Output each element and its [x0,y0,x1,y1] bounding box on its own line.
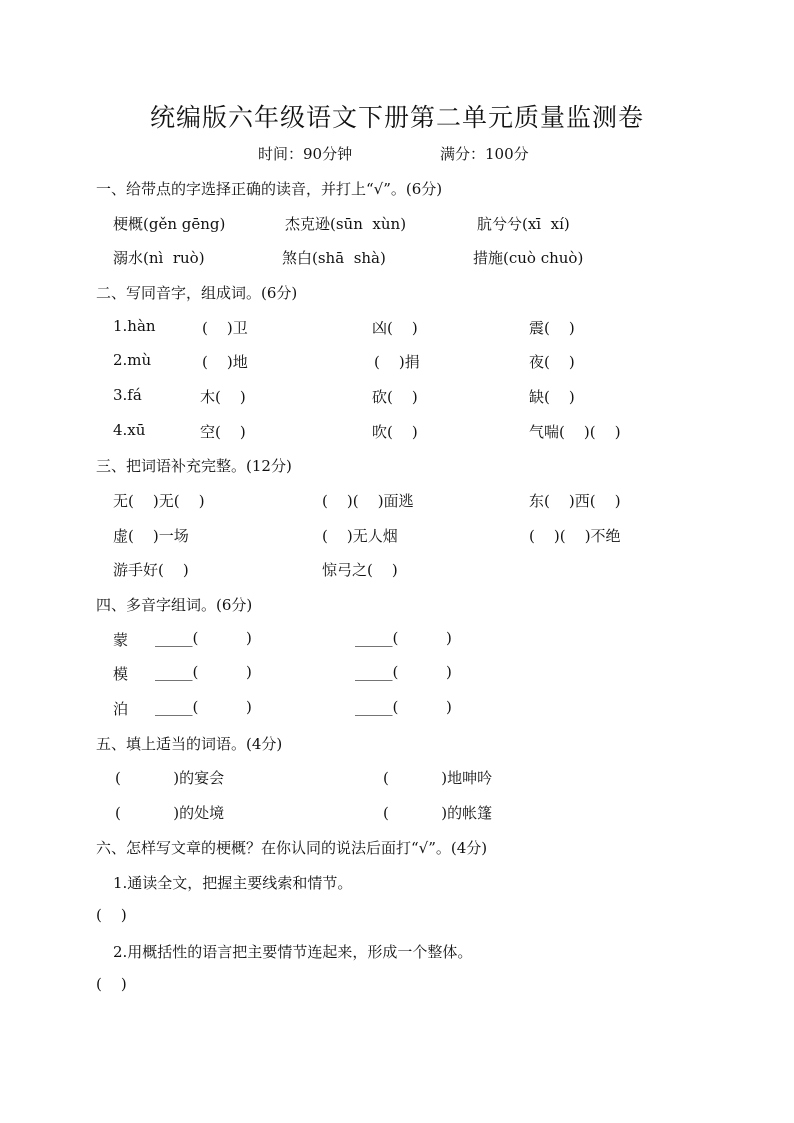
s1-item: 煞白(shā shà) [282,249,386,267]
section-5-heading: 五、填上适当的词语。(4分) [96,735,283,753]
section-2-heading: 二、写同音字，组成词。(6分) [96,284,298,302]
s4-char: 蒙 [113,631,129,649]
s6-option-2: 2.用概括性的语言把主要情节连起来，形成一个整体。 [113,943,473,961]
s5-item: ( )的帐篷 [383,804,493,822]
score-label: 满分：100分 [440,145,529,163]
s6-answer-blank: ( ) [96,906,127,924]
page-title: 统编版六年级语文下册第二单元质量监测卷 [149,103,644,132]
s4-blank: _____( ) [355,698,452,716]
s2-pinyin: 3.fá [113,386,142,404]
s5-item: ( )地呻吟 [383,769,493,787]
section-4-heading: 四、多音字组词。(6分) [96,596,253,614]
section-6-heading: 六、怎样写文章的梗概？在你认同的说法后面打“√”。(4分) [96,839,488,857]
s4-blank: _____( ) [355,663,452,681]
s1-item: 溺水(nì ruò) [113,249,205,267]
s3-item: 惊弓之( ) [322,561,398,579]
s2-blank: 震( ) [529,319,575,337]
s3-item: 无( )无( ) [113,492,205,510]
s4-char: 泊 [113,700,129,718]
s2-pinyin: 2.mù [113,351,152,369]
s4-char: 模 [113,665,129,683]
section-3-heading: 三、把词语补充完整。(12分) [96,457,292,475]
s3-item: ( )无人烟 [322,527,398,545]
s4-blank: _____( ) [355,629,452,647]
s2-blank: ( )卫 [202,319,248,337]
time-label: 时间：90分钟 [258,145,353,163]
s2-blank: 凶( ) [372,319,418,337]
s2-blank: 气喘( )( ) [529,423,621,441]
s2-blank: ( )捐 [374,353,420,371]
s4-blank: _____( ) [155,698,252,716]
s2-blank: 空( ) [200,423,246,441]
s3-item: ( )( )面逃 [322,492,414,510]
s2-blank: 缺( ) [529,388,575,406]
s1-item: 杰克逊(sūn xùn) [285,215,407,233]
s5-item: ( )的宴会 [115,769,225,787]
s3-item: ( )( )不绝 [529,527,621,545]
s3-item: 东( )西( ) [529,492,621,510]
s2-pinyin: 4.xū [113,421,146,439]
s6-answer-blank: ( ) [96,975,127,993]
s2-blank: 夜( ) [529,353,575,371]
s2-pinyin: 1.hàn [113,317,156,335]
s4-blank: _____( ) [155,629,252,647]
s1-item: 措施(cuò chuò) [473,249,584,267]
s1-item: 肮兮兮(xī xí) [477,215,570,233]
s2-blank: 吹( ) [372,423,418,441]
s3-item: 游手好( ) [113,561,189,579]
s2-blank: ( )地 [202,353,248,371]
s4-blank: _____( ) [155,663,252,681]
s6-option-1: 1.通读全文，把握主要线索和情节。 [113,874,353,892]
s3-item: 虚( )一场 [113,527,189,545]
s1-item: 梗概(gěn gēng) [113,215,226,233]
s2-blank: 木( ) [200,388,246,406]
section-1-heading: 一、给带点的字选择正确的读音，并打上“√”。(6分) [96,180,443,198]
s5-item: ( )的处境 [115,804,225,822]
s2-blank: 砍( ) [372,388,418,406]
